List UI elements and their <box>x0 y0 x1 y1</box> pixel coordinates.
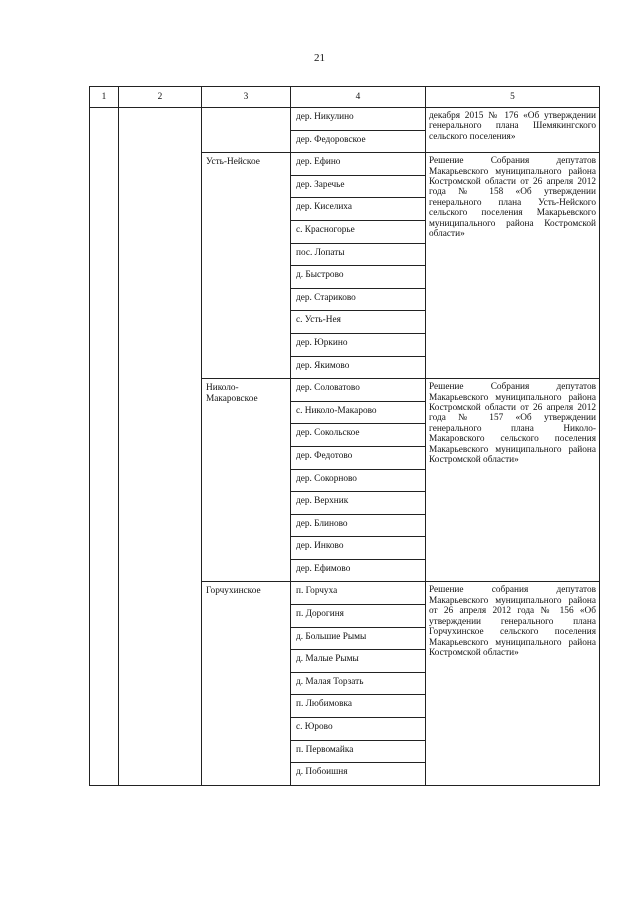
village-name: п. Любимовка <box>291 695 426 718</box>
page-number: 21 <box>314 52 325 64</box>
village-name: дер. Сокорново <box>291 469 426 492</box>
village-name: п. Дорогиня <box>291 605 426 628</box>
village-name: дер. Сокольское <box>291 424 426 447</box>
column-2-cell <box>119 108 202 786</box>
village-name: дер. Ефимово <box>291 559 426 582</box>
village-name: дер. Стариково <box>291 288 426 311</box>
village-name: дер. Федоровское <box>291 130 426 153</box>
decision-text: Решение Собрания депутатов Макарьевского муниципального района Костромской области от 26 апреля 2012 года № 158 «Об утверждении генерального плана Усть-Нейского сельского поселения Макарьевского муниципального района Костромской области» <box>426 153 600 379</box>
village-name: дер. Якимово <box>291 356 426 379</box>
settlements-table <box>89 86 600 786</box>
village-name: пос. Лопаты <box>291 243 426 266</box>
decision-text: Решение Собрания депутатов Макарьевского муниципального района Костромской области от 26 апреля 2012 года № 157 «Об утверждении генерального плана Николо-Макаровского сельского поселения Макарьевского муниципального района Костромской области» <box>426 379 600 582</box>
village-name: с. Николо-Макарово <box>291 401 426 424</box>
table-row <box>90 108 600 131</box>
decision-text: Решение собрания депутатов Макарьевского муниципального района от 26 апреля 2012 года № 156 «Об утверждении генерального плана Горчухинское сельского поселения Макарьевского муниципального района Костромской области» <box>426 582 600 785</box>
column-header: 1 <box>90 87 119 108</box>
village-name: с. Усть-Нея <box>291 311 426 334</box>
column-header: 3 <box>202 87 291 108</box>
village-name: дер. Юркино <box>291 333 426 356</box>
village-name: д. Побоишня <box>291 763 426 786</box>
column-header: 2 <box>119 87 202 108</box>
table-body <box>90 108 600 786</box>
village-name: д. Быстрово <box>291 266 426 289</box>
village-name: дер. Никулино <box>291 108 426 131</box>
column-header: 5 <box>426 87 600 108</box>
settlement-name: Усть-Нейское <box>202 153 291 379</box>
village-name: п. Первомайка <box>291 740 426 763</box>
village-name: дер. Верхник <box>291 492 426 515</box>
village-name: д. Большие Рымы <box>291 627 426 650</box>
column-header: 4 <box>291 87 426 108</box>
village-name: с. Красногорье <box>291 220 426 243</box>
village-name: дер. Федотово <box>291 446 426 469</box>
settlement-name: Николо-Макаровское <box>202 379 291 582</box>
village-name: дер. Инково <box>291 537 426 560</box>
table-header <box>90 87 600 108</box>
settlement-name <box>202 108 291 153</box>
settlement-name: Горчухинское <box>202 582 291 785</box>
village-name: дер. Блиново <box>291 514 426 537</box>
village-name: дер. Ефино <box>291 153 426 176</box>
village-name: д. Малая Торзать <box>291 672 426 695</box>
village-name: с. Юрово <box>291 718 426 741</box>
column-1-cell <box>90 108 119 786</box>
village-name: дер. Заречье <box>291 175 426 198</box>
village-name: д. Малые Рымы <box>291 650 426 673</box>
decision-text: декабря 2015 № 176 «Об утверждении генерального плана Шемякингского сельского поселения» <box>426 108 600 153</box>
village-name: дер. Киселиха <box>291 198 426 221</box>
village-name: дер. Соловатово <box>291 379 426 402</box>
village-name: п. Горчуха <box>291 582 426 605</box>
